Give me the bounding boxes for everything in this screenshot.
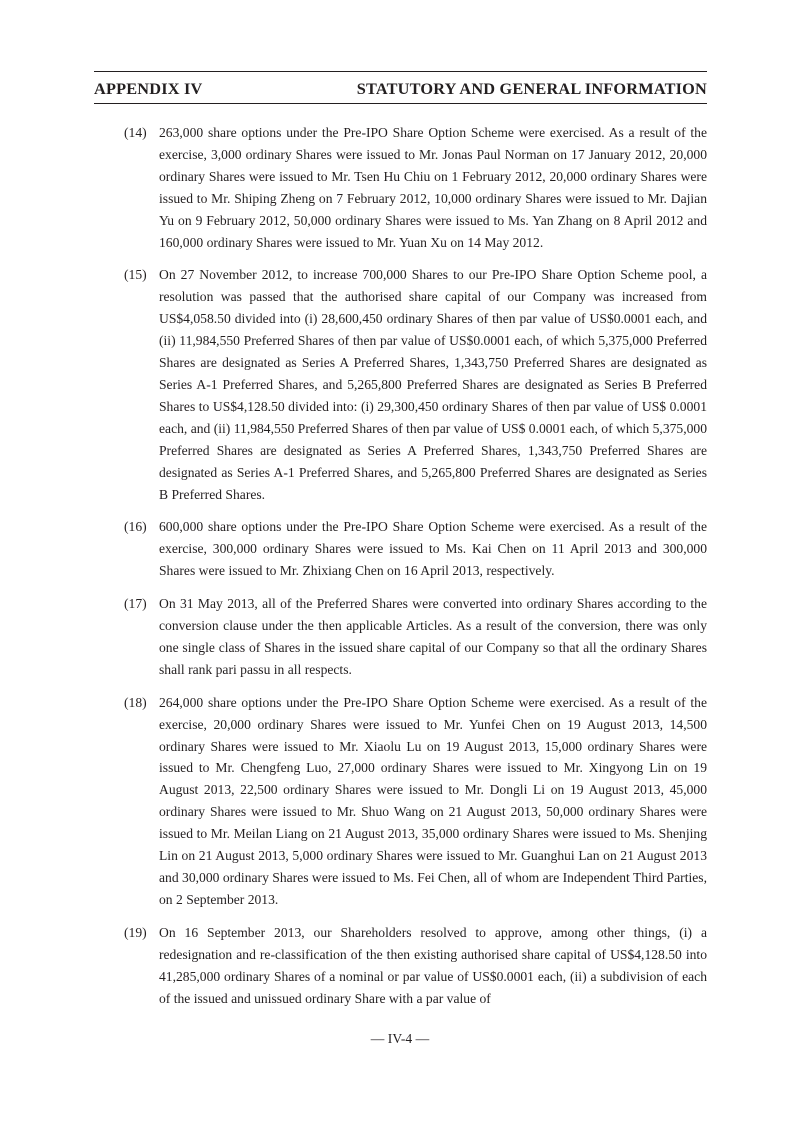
paragraph-text: 263,000 share options under the Pre-IPO Share Option Scheme were exercised. As a result of the exercise, 3,000 ordinary Shares were issued to Mr. Jonas Paul Norman on 17 January 2012, 20,000 ordinary Shares were issued to Mr. Tsen Hu Chiu on 1 February 2012, 20,000 ordinary Shares were issued to Mr. Shiping Zheng on 7 February 2012, 10,000 ordinary Shares were issued to Mr. Dajian Yu on 9 February 2012, 50,000 ordinary Shares were issued to Ms. Yan Zhang on 8 April 2012 and 160,000 ordinary Shares were issued to Mr. Yuan Xu on 14 May 2012. <box>159 125 707 250</box>
paragraph-number: (16) <box>124 519 147 535</box>
paragraph-number: (18) <box>124 694 147 710</box>
paragraph-text: On 16 September 2013, our Shareholders resolved to approve, among other things, (i) a redesignation and re-classification of the then existing authorised share capital of US$4,128.50 into 41,285,000 ordinary Shares of a nominal or par value of US$0.0001 each, (ii) a subdivision of each of the issued and unissued ordinary Share with a par value of <box>159 924 707 1006</box>
header-bottom-rule <box>94 103 707 104</box>
section-title: STATUTORY AND GENERAL INFORMATION <box>356 79 707 98</box>
page-number: — IV-4 — <box>370 1031 430 1046</box>
paragraph-number: (15) <box>124 267 147 283</box>
paragraph-18 <box>124 692 707 911</box>
paragraph-number: (17) <box>124 596 147 612</box>
paragraph-15 <box>124 264 707 505</box>
paragraph-number: (19) <box>124 924 147 940</box>
paragraph-text: 600,000 share options under the Pre-IPO Share Option Scheme were exercised. As a result of the exercise, 300,000 ordinary Shares were issued to Ms. Kai Chen on 11 April 2013 and 300,000 Shares were issued to Mr. Zhixiang Chen on 16 April 2013, respectively. <box>159 519 707 579</box>
page-header <box>94 79 707 99</box>
paragraph-number: (14) <box>124 125 147 140</box>
paragraph-text: 264,000 share options under the Pre-IPO Share Option Scheme were exercised. As a result of the exercise, 20,000 ordinary Shares were issued to Mr. Yunfei Chen on 19 August 2013, 14,500 ordinary Shares were issued to Mr. Xiaolu Lu on 19 August 2013, 15,000 ordinary Shares were issued to Mr. Chengfeng Luo, 27,000 ordinary Shares were issued to Mr. Xingyong Lin on 19 August 2013, 22,500 ordinary Shares were issued to Mr. Dongli Li on 19 August 2013, 45,000 ordinary Shares were issued to Mr. Shuo Wang on 21 August 2013, 50,000 ordinary Shares were issued to Mr. Meilan Liang on 21 August 2013, 35,000 ordinary Shares were issued to Ms. Shenjing Lin on 21 August 2013, 5,000 ordinary Shares were issued to Mr. Guanghui Lan on 21 August 2013 and 30,000 ordinary Shares were issued to Ms. Fei Chen, all of whom are Independent Third Parties, on 2 September 2013. <box>159 694 707 907</box>
paragraph-14 <box>124 122 707 253</box>
header-top-rule <box>94 71 707 72</box>
paragraph-text: On 31 May 2013, all of the Preferred Shares were converted into ordinary Shares according to the conversion clause under the then applicable Articles. As a result of the conversion, there was only one single class of Shares in the issued share capital of our Company so that all the ordinary Shares shall rank pari passu in all respects. <box>159 596 707 677</box>
document-body <box>124 122 707 1020</box>
paragraph-text: On 27 November 2012, to increase 700,000 Shares to our Pre-IPO Share Option Scheme pool, a resolution was passed that the authorised share capital of our Company was increased from US$4,058.50 divided into (i) 28,600,450 ordinary Shares of then par value of US$0.0001 each, and (ii) 11,984,550 Preferred Shares of then par value of US$0.0001 each, of which 5,375,000 Preferred Shares are designated as Series A Preferred Shares, 1,343,750 Preferred Shares are designated as Series A-1 Preferred Shares, and 5,265,800 Preferred Shares are designated as Series B Preferred Shares to US$4,128.50 divided into: (i) 29,300,450 ordinary Shares of then par value of US$ 0.0001 each, and (ii) 11,984,550 Preferred Shares of then par value of US$ 0.0001 each, of which 5,375,000 Preferred Shares are designated as Series A Preferred Shares, 1,343,750 Preferred Shares are designated as Series A-1 Preferred Shares, and 5,265,800 Preferred Shares are designated as Series B Preferred Shares. <box>159 267 707 502</box>
appendix-title: APPENDIX IV <box>94 79 203 98</box>
paragraph-19 <box>124 922 707 1010</box>
paragraph-17 <box>124 593 707 681</box>
paragraph-16 <box>124 516 707 582</box>
